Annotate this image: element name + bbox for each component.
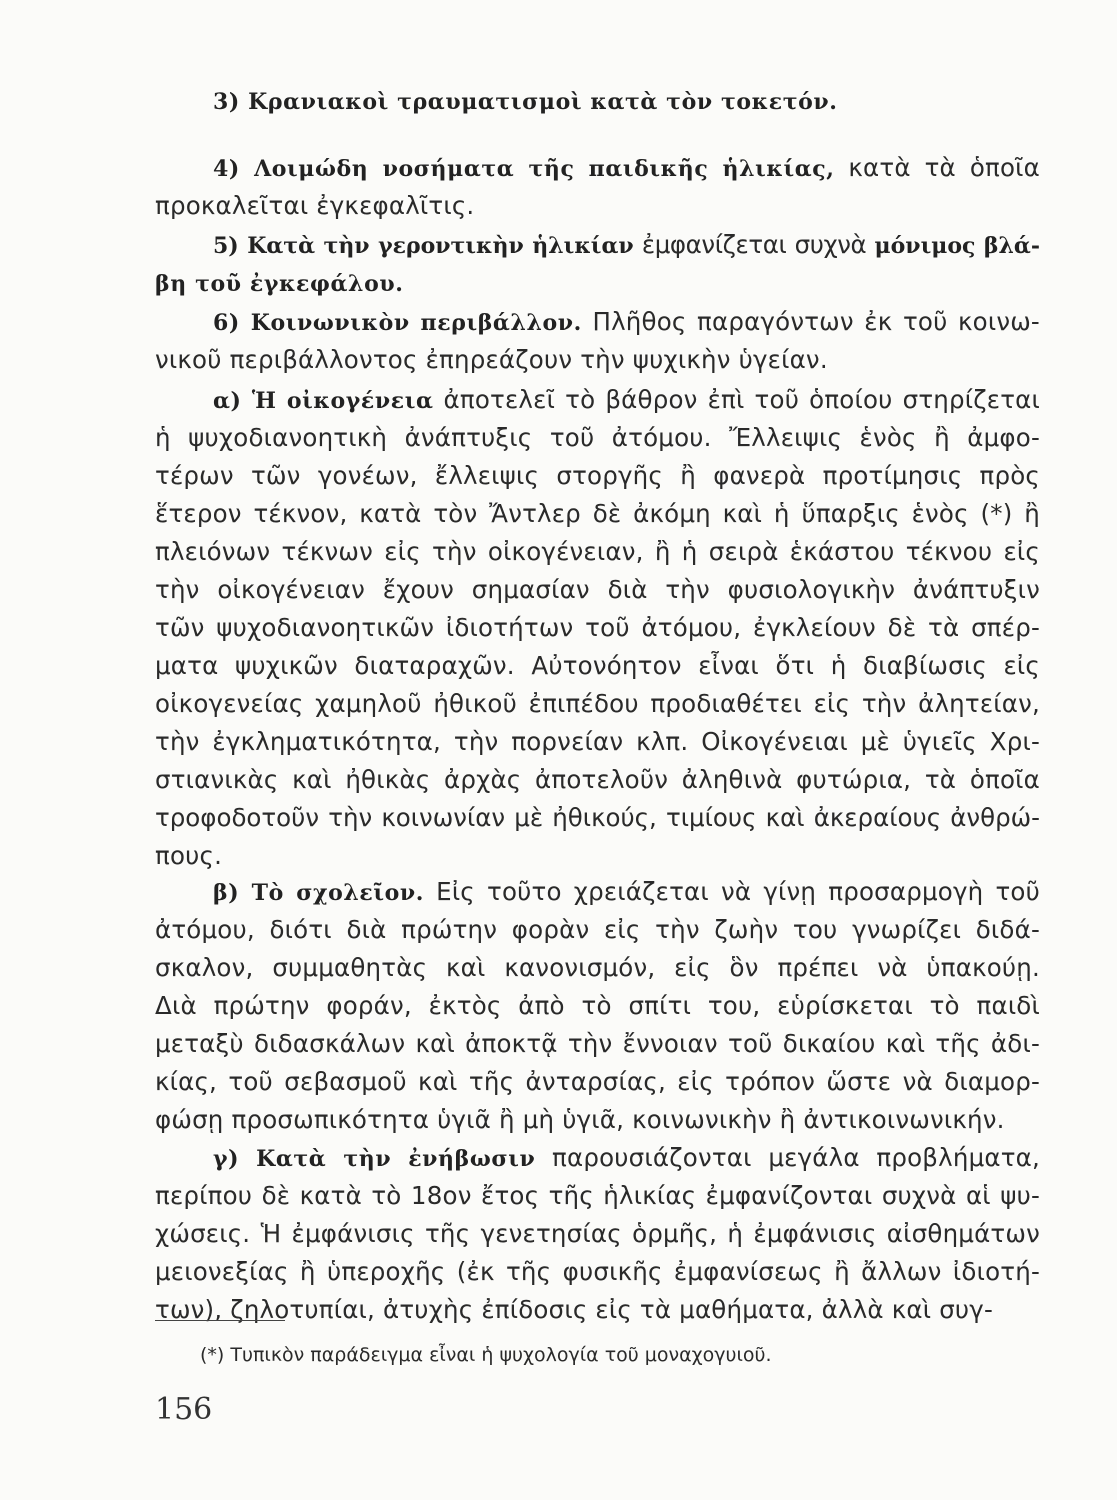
body-text: προκαλεῖται ἐγκεφαλῖτις. [155,191,475,220]
paragraph-2-line [155,268,403,298]
bold-heading-text: 6) Κοινωνικὸν περιβάλλον. [213,310,582,336]
body-text: περίπου δὲ κατὰ τὸ 18ον ἔτος τῆς ἡλικίας ἐμφανίζονται συχνὰ αἱ ψυ- [155,1181,1040,1210]
bold-heading-text: μόνιμος βλά- [874,233,1040,259]
paragraph-1-line [213,153,1040,183]
page-number: 156 [155,1392,213,1427]
paragraph-4-line [155,765,1040,795]
body-text: τέρων τῶν γονέων, ἔλλειψις στοργῆς ἢ φανερὰ προτίμησις πρὸς [155,461,1040,490]
body-text: στιανικὰς καὶ ἠθικὰς ἀρχὰς ἀποτελοῦν ἀληθινὰ φυτώρια, τὰ ὁποῖα [155,765,1040,794]
bold-heading-text: γ) Κατὰ τὴν ἐνήβωσιν [213,1146,536,1172]
body-text: μεταξὺ διδασκάλων καὶ ἀποκτᾷ τὴν ἔννοιαν τοῦ δικαίου καὶ τῆς ἀδι- [155,1029,1040,1058]
paragraph-4-line [155,461,1040,491]
body-text: ἕτερον τέκνον, κατὰ τὸν Ἄντλερ δὲ ἀκόμη καὶ ἡ ὕπαρξις ἑνὸς (*) ἢ [155,499,1040,528]
paragraph-4-line [155,689,1040,719]
bold-heading-text: 4) Λοιμώδη νοσήματα τῆς παιδικῆς ἡλικίας, [213,156,835,182]
body-text: τὴν οἰκογένειαν ἔχουν σημασίαν διὰ τὴν φυσιολογικὴν ἀνάπτυξιν [155,575,1040,604]
body-text: ἀτόμου, διότι διὰ πρώτην φορὰν εἰς τὴν ζωὴν του γνωρίζει διδά- [155,915,1040,944]
body-text: τὴν ἐγκληματικότητα, τὴν πορνείαν κλπ. Οἰκογένειαι μὲ ὑγιεῖς Χρι- [155,727,1040,756]
body-text: παρουσιάζονται μεγάλα προβλήματα, [535,1143,1040,1172]
paragraph-1-line [155,191,474,221]
body-text: τροφοδοτοῦν τὴν κοινωνίαν μὲ ἠθικούς, τιμίους καὶ ἀκεραίους ἀνθρώ- [155,803,1040,832]
body-text: κατὰ τὰ ὁποῖα [834,153,1040,182]
bold-heading-text: 3) Κρανιακοὶ τραυματισμοὶ κατὰ τὸν τοκετόν. [213,89,838,115]
body-text: νικοῦ περιβάλλοντος ἐπηρεάζουν τὴν ψυχικὴν ὑγείαν. [155,345,828,374]
paragraph-4-line [155,537,1040,567]
body-text: οἰκογενείας χαμηλοῦ ἠθικοῦ ἐπιπέδου προδιαθέτει εἰς τὴν ἀλητείαν, [155,689,1040,718]
footnote: (*) Τυπικὸν παράδειγμα εἶναι ἡ ψυχολογία τοῦ μοναχογυιοῦ. [200,1344,772,1366]
body-text: πους. [155,841,223,870]
paragraph-4-line [155,613,1040,643]
paragraph-4-line [155,499,1040,529]
paragraph-3-line [213,307,1040,337]
paragraph-4-line [155,727,1040,757]
paragraph-2-line [213,230,1040,260]
paragraph-5-line [155,915,1040,945]
body-text: ἐμφανίζεται συχνὰ [633,230,875,259]
paragraph-5-line [155,1067,1040,1097]
paragraph-4-line [155,651,1040,681]
body-text: Εἰς τοῦτο χρειάζεται νὰ γίνῃ προσαρμογὴ τοῦ [424,877,1040,906]
body-text: Πλῆθος παραγόντων ἐκ τοῦ κοινω- [581,307,1040,336]
body-text: ματα ψυχικῶν διαταραχῶν. Αὐτονόητον εἶναι ὅτι ἡ διαβίωσις εἰς [155,651,1040,680]
body-text: πλειόνων τέκνων εἰς τὴν οἰκογένειαν, ἢ ἡ σειρὰ ἑκάστου τέκνου εἰς [155,537,1040,566]
bold-heading-text: βη τοῦ ἐγκεφάλου. [155,271,404,297]
paragraph-4-line [155,803,1040,833]
body-text: ἀποτελεῖ τὸ βάθρον ἐπὶ τοῦ ὁποίου στηρίζεται [433,385,1040,414]
paragraph-4-line [155,841,222,871]
body-text: φώσῃ προσωπικότητα ὑγιᾶ ἢ μὴ ὑγιᾶ, κοινωνικὴν ἢ ἀντικοινωνικήν. [155,1105,1005,1134]
body-text: των), ζηλοτυπίαι, ἀτυχὴς ἐπίδοσις εἰς τὰ μαθήματα, ἀλλὰ καὶ συγ- [155,1295,994,1324]
paragraph-5-line [155,1105,1005,1135]
paragraph-4-line [213,385,1040,415]
paragraph-5-line [213,877,1040,907]
paragraph-5-line [155,953,1040,983]
body-text: σκαλον, συμμαθητὰς καὶ κανονισμόν, εἰς ὃν πρέπει νὰ ὑπακούῃ. [155,953,1040,982]
bold-heading-text: 5) Κατὰ τὴν γεροντικὴν ἡλικίαν [213,233,634,259]
paragraph-6-line [155,1181,1040,1211]
body-text: κίας, τοῦ σεβασμοῦ καὶ τῆς ἀνταρσίας, εἰς τρόπον ὥστε νὰ διαμορ- [155,1067,1040,1096]
footnote-divider [155,1320,285,1321]
paragraph-0-line [213,86,838,116]
paragraph-3-line [155,345,828,375]
body-text: μειονεξίας ἢ ὑπεροχῆς (ἐκ τῆς φυσικῆς ἐμφανίσεως ἢ ἄλλων ἰδιοτή- [155,1257,1040,1286]
paragraph-5-line [155,1029,1040,1059]
paragraph-4-line [155,575,1040,605]
body-text: ἡ ψυχοδιανοητικὴ ἀνάπτυξις τοῦ ἀτόμου. Ἔλλειψις ἑνὸς ἢ ἀμφο- [155,423,1040,452]
paragraph-6-line [155,1219,1040,1249]
paragraph-6-line [213,1143,1040,1173]
bold-heading-text: β) Τὸ σχολεῖον. [213,880,425,906]
paragraph-5-line [155,991,1040,1021]
body-text: Διὰ πρώτην φοράν, ἐκτὸς ἀπὸ τὸ σπίτι του, εὑρίσκεται τὸ παιδὶ [155,991,1040,1020]
paragraph-4-line [155,423,1040,453]
paragraph-6-line [155,1257,1040,1287]
bold-heading-text: α) Ἡ οἰκογένεια [213,388,434,414]
body-text: τῶν ψυχοδιανοητικῶν ἰδιοτήτων τοῦ ἀτόμου, ἐγκλείουν δὲ τὰ σπέρ- [155,613,1040,642]
body-text: χώσεις. Ἡ ἐμφάνισις τῆς γενετησίας ὁρμῆς, ἡ ἐμφάνισις αἰσθημάτων [155,1219,1040,1248]
